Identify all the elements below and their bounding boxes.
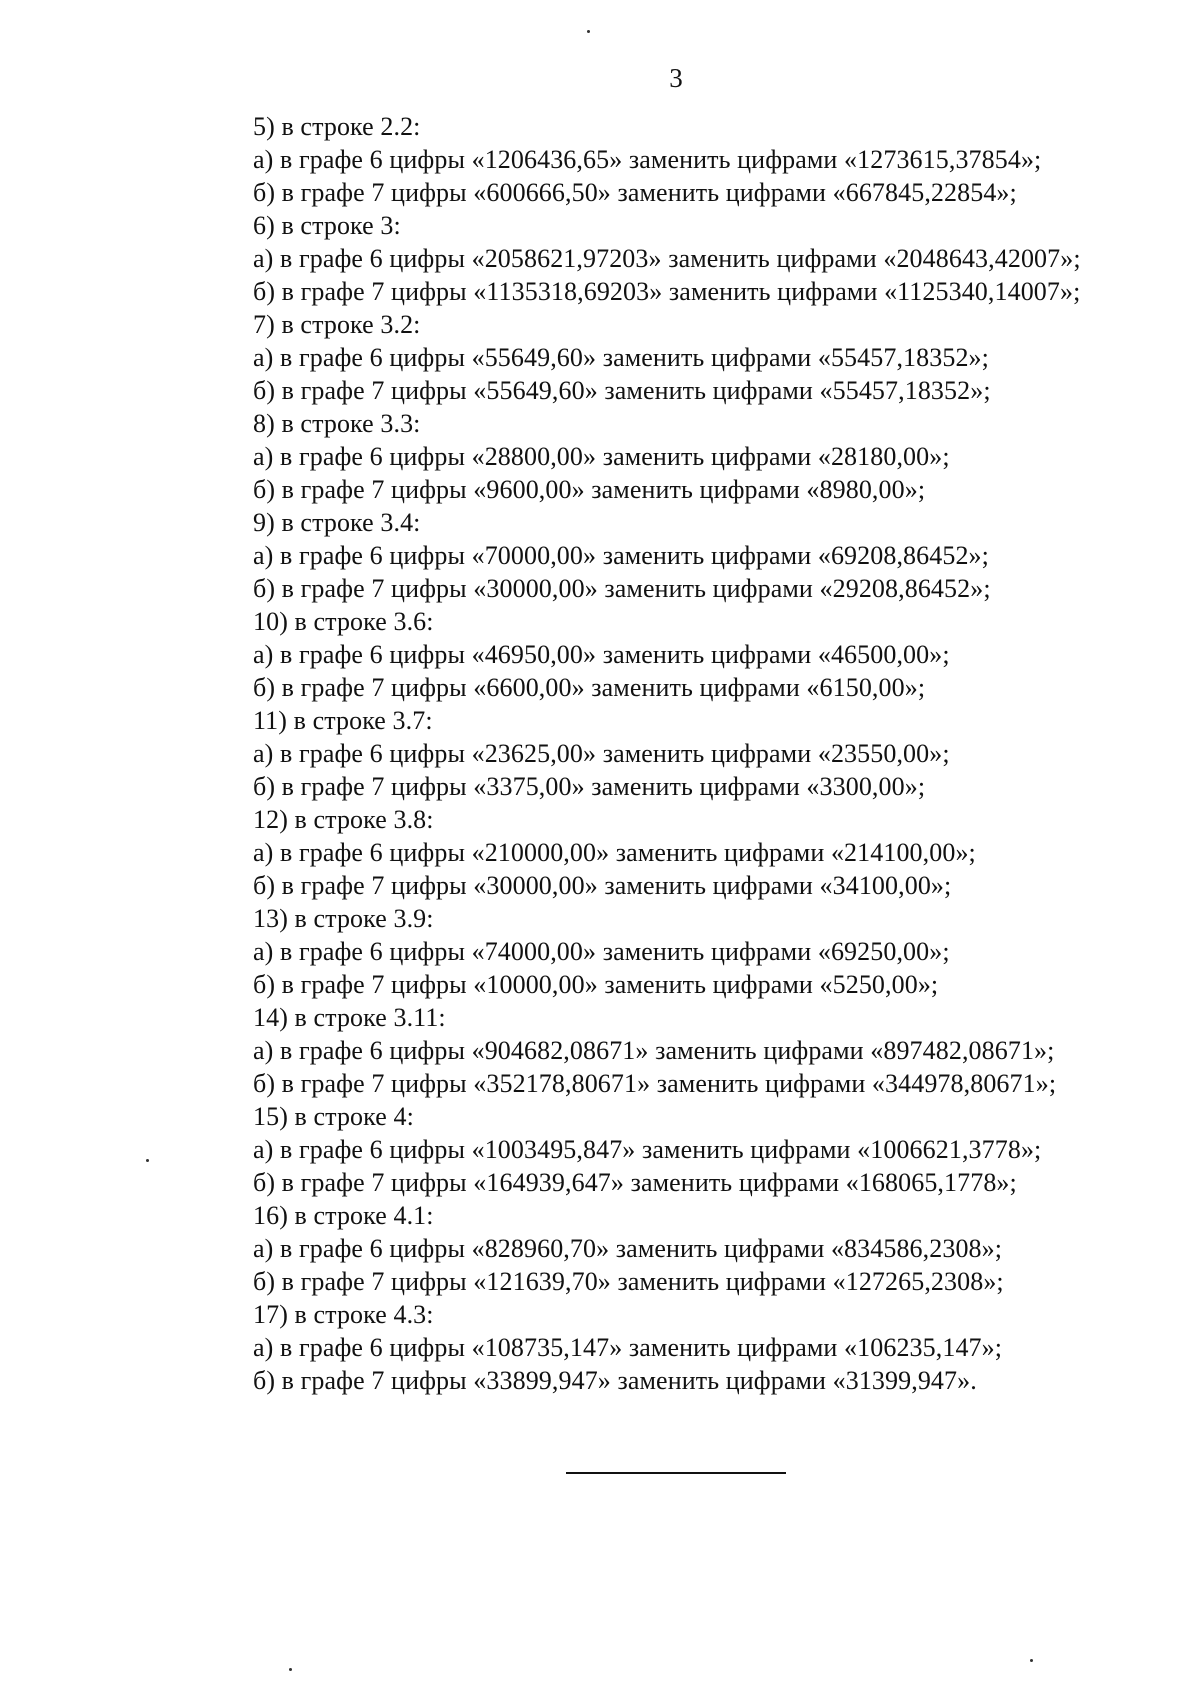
closing-rule bbox=[566, 1472, 786, 1474]
list-item: а) в графе 6 цифры «55649,60» заменить цифрами «55457,18352»; bbox=[253, 343, 989, 372]
list-item: 11) в строке 3.7: bbox=[253, 706, 433, 735]
list-item: б) в графе 7 цифры «33899,947» заменить цифрами «31399,947». bbox=[253, 1366, 977, 1395]
scan-speck bbox=[146, 1159, 149, 1162]
list-item: а) в графе 6 цифры «46950,00» заменить цифрами «46500,00»; bbox=[253, 640, 950, 669]
list-item: а) в графе 6 цифры «23625,00» заменить цифрами «23550,00»; bbox=[253, 739, 950, 768]
list-item: 17) в строке 4.3: bbox=[253, 1300, 434, 1329]
list-item: 13) в строке 3.9: bbox=[253, 904, 434, 933]
list-item: а) в графе 6 цифры «828960,70» заменить цифрами «834586,2308»; bbox=[253, 1234, 1003, 1263]
list-item: а) в графе 6 цифры «28800,00» заменить цифрами «28180,00»; bbox=[253, 442, 950, 471]
list-item: а) в графе 6 цифры «70000,00» заменить цифрами «69208,86452»; bbox=[253, 541, 989, 570]
list-item: б) в графе 7 цифры «3375,00» заменить цифрами «3300,00»; bbox=[253, 772, 926, 801]
list-item: 7) в строке 3.2: bbox=[253, 310, 421, 339]
list-item: б) в графе 7 цифры «121639,70» заменить цифрами «127265,2308»; bbox=[253, 1267, 1004, 1296]
list-item: а) в графе 6 цифры «2058621,97203» заменить цифрами «2048643,42007»; bbox=[253, 244, 1081, 273]
list-item: 6) в строке 3: bbox=[253, 211, 401, 240]
list-item: 5) в строке 2.2: bbox=[253, 112, 421, 141]
list-item: а) в графе 6 цифры «1206436,65» заменить цифрами «1273615,37854»; bbox=[253, 145, 1042, 174]
list-item: б) в графе 7 цифры «10000,00» заменить цифрами «5250,00»; bbox=[253, 970, 939, 999]
list-item: б) в графе 7 цифры «352178,80671» заменить цифрами «344978,80671»; bbox=[253, 1069, 1057, 1098]
scan-speck bbox=[289, 1668, 292, 1671]
amendment-list bbox=[253, 110, 1183, 1397]
list-item: 9) в строке 3.4: bbox=[253, 508, 421, 537]
list-item: б) в графе 7 цифры «55649,60» заменить цифрами «55457,18352»; bbox=[253, 376, 991, 405]
list-item: б) в графе 7 цифры «600666,50» заменить цифрами «667845,22854»; bbox=[253, 178, 1017, 207]
list-item: 12) в строке 3.8: bbox=[253, 805, 434, 834]
list-item: а) в графе 6 цифры «1003495,847» заменить цифрами «1006621,3778»; bbox=[253, 1135, 1042, 1164]
list-item: б) в графе 7 цифры «30000,00» заменить цифрами «34100,00»; bbox=[253, 871, 952, 900]
list-item: б) в графе 7 цифры «1135318,69203» заменить цифрами «1125340,14007»; bbox=[253, 277, 1081, 306]
scan-speck bbox=[587, 30, 590, 33]
list-item: 8) в строке 3.3: bbox=[253, 409, 421, 438]
list-item: б) в графе 7 цифры «9600,00» заменить цифрами «8980,00»; bbox=[253, 475, 926, 504]
list-item: 14) в строке 3.11: bbox=[253, 1003, 446, 1032]
list-item: а) в графе 6 цифры «74000,00» заменить цифрами «69250,00»; bbox=[253, 937, 950, 966]
list-item: б) в графе 7 цифры «6600,00» заменить цифрами «6150,00»; bbox=[253, 673, 926, 702]
list-item: б) в графе 7 цифры «164939,647» заменить цифрами «168065,1778»; bbox=[253, 1168, 1017, 1197]
page-number: 3 bbox=[669, 63, 683, 93]
list-item: 16) в строке 4.1: bbox=[253, 1201, 434, 1230]
list-item: б) в графе 7 цифры «30000,00» заменить цифрами «29208,86452»; bbox=[253, 574, 991, 603]
scan-speck bbox=[1030, 1659, 1033, 1662]
list-item: а) в графе 6 цифры «108735,147» заменить цифрами «106235,147»; bbox=[253, 1333, 1003, 1362]
list-item: а) в графе 6 цифры «210000,00» заменить цифрами «214100,00»; bbox=[253, 838, 976, 867]
list-item: 15) в строке 4: bbox=[253, 1102, 414, 1131]
list-item: а) в графе 6 цифры «904682,08671» заменить цифрами «897482,08671»; bbox=[253, 1036, 1055, 1065]
list-item: 10) в строке 3.6: bbox=[253, 607, 434, 636]
